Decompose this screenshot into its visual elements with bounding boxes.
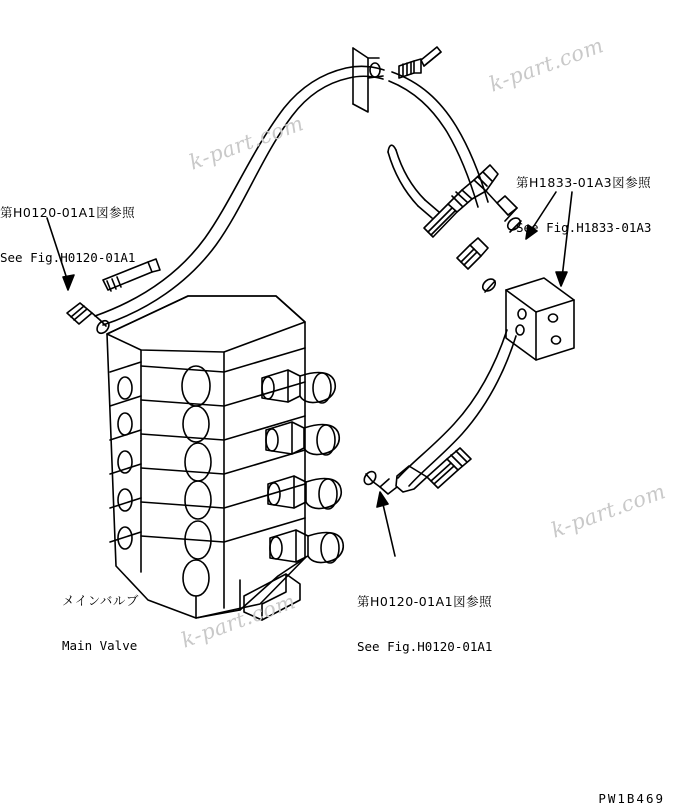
watermark: k-part.com [186,110,307,175]
reference-label-right-ja: 第H1833-01A3図参照 [516,175,652,190]
watermark: k-part.com [548,478,669,543]
reference-label-bottom-ja: 第H0120-01A1図参照 [357,594,493,609]
reference-label-left-en: See Fig.H0120-01A1 [0,250,136,265]
drawing-code: PW1B469 [598,791,665,806]
watermark: k-part.com [486,32,607,97]
main-valve-label-en: Main Valve [62,638,138,653]
reference-label-left-ja: 第H0120-01A1図参照 [0,205,136,220]
main-valve-label [62,563,139,683]
reference-label-left [0,175,135,295]
reference-label-bottom-en: See Fig.H0120-01A1 [357,639,493,654]
watermark: k-part.com [178,588,299,653]
reference-label-right [516,145,651,265]
main-valve-label-ja: メインバルブ [62,593,139,608]
reference-label-bottom [357,564,492,684]
reference-label-right-en: See Fig.H1833-01A3 [516,220,652,235]
